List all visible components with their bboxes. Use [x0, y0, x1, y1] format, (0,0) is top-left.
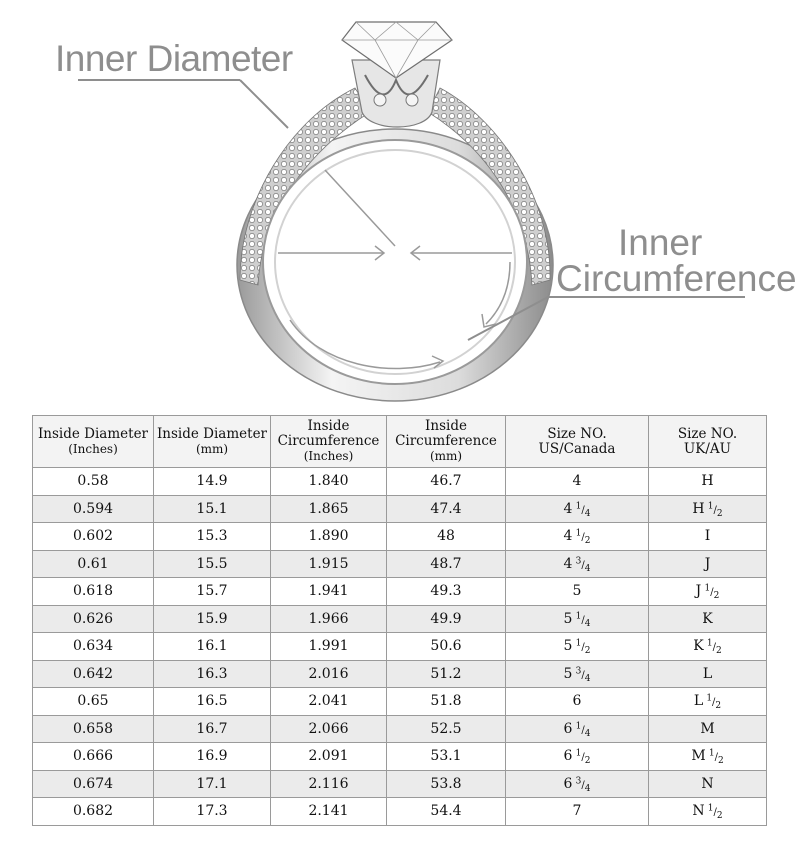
cell-diameter-inches: 0.58: [33, 468, 154, 496]
cell-size-us-canada: 4 $^3/_4$: [506, 550, 649, 578]
inner-circumference-label-line1: Inner: [618, 222, 703, 263]
uk-size-fraction: $^1/_2$: [707, 501, 723, 519]
cell-diameter-mm: 17.1: [154, 770, 271, 798]
table-body: [33, 468, 767, 826]
uk-size-fraction: $^1/_2$: [704, 583, 720, 602]
cell-diameter-mm: 15.7: [154, 578, 271, 606]
cell-size-uk-au: K $^1/_2$: [649, 633, 767, 661]
ring-inner-hole: [263, 140, 527, 384]
cell-diameter-inches: 0.634: [33, 633, 154, 661]
cell-size-us-canada: 6 $^1/_4$: [506, 715, 649, 743]
cell-size-uk-au: I: [649, 523, 767, 551]
cell-size-uk-au: H: [649, 468, 767, 496]
cell-diameter-inches: 0.658: [33, 715, 154, 743]
cell-circumference-mm: 53.1: [387, 743, 506, 771]
cell-size-uk-au: J $^1/_2$: [649, 578, 767, 606]
ring-size-table: [32, 415, 767, 826]
cell-diameter-inches: 0.626: [33, 605, 154, 633]
cell-size-uk-au: H $^1/_2$: [649, 495, 767, 523]
us-size-fraction: $^1/_4$: [575, 721, 591, 739]
header-size-uk-au: Size NO. UK/AU: [649, 416, 767, 468]
cell-diameter-mm: 15.3: [154, 523, 271, 551]
header-inside-diameter-mm: Inside Diameter (mm): [154, 416, 271, 468]
cell-circumference-inches: 1.941: [271, 578, 387, 606]
cell-size-uk-au: N: [649, 770, 767, 798]
header-inside-diameter-inches: Inside Diameter (Inches): [33, 416, 154, 468]
uk-size-fraction: $^1/_2$: [706, 638, 722, 657]
cell-circumference-inches: 1.966: [271, 605, 387, 633]
inner-circumference-label-line2: Circumference: [556, 258, 797, 299]
cell-circumference-mm: 51.2: [387, 660, 506, 688]
cell-size-us-canada: 4 $^1/_4$: [506, 495, 649, 523]
cell-size-us-canada: 5 $^3/_4$: [506, 660, 649, 688]
cell-circumference-inches: 1.915: [271, 550, 387, 578]
cell-circumference-inches: 1.865: [271, 495, 387, 523]
cell-circumference-mm: 49.3: [387, 578, 506, 606]
cell-circumference-mm: 47.4: [387, 495, 506, 523]
us-size-fraction: $^3/_4$: [575, 666, 591, 684]
cell-circumference-mm: 50.6: [387, 633, 506, 661]
cell-circumference-mm: 53.8: [387, 770, 506, 798]
table-row: [33, 523, 767, 551]
header-inside-circumference-mm: Inside Circumference (mm): [387, 416, 506, 468]
cell-size-uk-au: K: [649, 605, 767, 633]
cell-diameter-inches: 0.594: [33, 495, 154, 523]
cell-size-uk-au: L: [649, 660, 767, 688]
cell-diameter-inches: 0.666: [33, 743, 154, 771]
cell-diameter-mm: 16.1: [154, 633, 271, 661]
us-size-fraction: $^1/_2$: [575, 638, 591, 657]
cell-circumference-inches: 2.066: [271, 715, 387, 743]
table-row: [33, 633, 767, 661]
uk-size-fraction: $^1/_2$: [707, 803, 723, 822]
cell-circumference-mm: 51.8: [387, 688, 506, 716]
table-row: [33, 743, 767, 771]
cell-size-uk-au: M $^1/_2$: [649, 743, 767, 771]
cell-size-uk-au: J: [649, 550, 767, 578]
header-size-us-canada: Size NO. US/Canada: [506, 416, 649, 468]
cell-size-uk-au: L $^1/_2$: [649, 688, 767, 716]
cell-diameter-mm: 16.5: [154, 688, 271, 716]
cell-circumference-inches: 1.991: [271, 633, 387, 661]
cell-diameter-mm: 15.1: [154, 495, 271, 523]
cell-circumference-mm: 46.7: [387, 468, 506, 496]
cell-circumference-mm: 48: [387, 523, 506, 551]
cell-circumference-inches: 2.016: [271, 660, 387, 688]
header-inside-circumference-inches: Inside Circumference (Inches): [271, 416, 387, 468]
table-row: [33, 660, 767, 688]
cell-circumference-mm: 49.9: [387, 605, 506, 633]
cell-diameter-inches: 0.61: [33, 550, 154, 578]
table-row: [33, 550, 767, 578]
cell-diameter-inches: 0.65: [33, 688, 154, 716]
cell-circumference-mm: 52.5: [387, 715, 506, 743]
cell-circumference-inches: 2.041: [271, 688, 387, 716]
cell-circumference-inches: 2.091: [271, 743, 387, 771]
cell-circumference-mm: 54.4: [387, 798, 506, 826]
us-size-fraction: $^3/_4$: [575, 776, 591, 794]
cell-diameter-mm: 17.3: [154, 798, 271, 826]
cell-size-uk-au: M: [649, 715, 767, 743]
table-row: [33, 605, 767, 633]
table-row: [33, 468, 767, 496]
us-size-fraction: $^1/_2$: [575, 748, 591, 767]
table-row: [33, 770, 767, 798]
cell-size-uk-au: N $^1/_2$: [649, 798, 767, 826]
table-row: [33, 798, 767, 826]
cell-circumference-inches: 1.840: [271, 468, 387, 496]
us-size-fraction: $^1/_4$: [575, 611, 591, 629]
cell-circumference-inches: 2.141: [271, 798, 387, 826]
cell-size-us-canada: 5 $^1/_2$: [506, 633, 649, 661]
cell-circumference-inches: 2.116: [271, 770, 387, 798]
table-row: [33, 578, 767, 606]
cell-size-us-canada: 6 $^1/_2$: [506, 743, 649, 771]
cell-diameter-mm: 16.9: [154, 743, 271, 771]
cell-circumference-mm: 48.7: [387, 550, 506, 578]
cell-size-us-canada: 6: [506, 688, 649, 716]
cell-size-us-canada: 5 $^1/_4$: [506, 605, 649, 633]
cell-diameter-mm: 15.5: [154, 550, 271, 578]
ring-illustration: [0, 0, 800, 410]
cell-size-us-canada: 6 $^3/_4$: [506, 770, 649, 798]
us-size-fraction: $^1/_4$: [575, 501, 591, 519]
us-size-fraction: $^3/_4$: [575, 556, 591, 574]
cell-diameter-inches: 0.618: [33, 578, 154, 606]
table-row: [33, 688, 767, 716]
table-header-row: [33, 416, 767, 468]
cell-size-us-canada: 4 $^1/_2$: [506, 523, 649, 551]
uk-size-fraction: $^1/_2$: [706, 693, 722, 712]
cell-circumference-inches: 1.890: [271, 523, 387, 551]
cell-diameter-mm: 16.3: [154, 660, 271, 688]
cell-diameter-mm: 16.7: [154, 715, 271, 743]
cell-diameter-inches: 0.674: [33, 770, 154, 798]
table-row: [33, 715, 767, 743]
table-row: [33, 495, 767, 523]
cell-diameter-mm: 14.9: [154, 468, 271, 496]
cell-size-us-canada: 5: [506, 578, 649, 606]
cell-diameter-inches: 0.682: [33, 798, 154, 826]
uk-size-fraction: $^1/_2$: [708, 748, 724, 767]
inner-diameter-label: Inner Diameter: [55, 38, 293, 79]
cell-size-us-canada: 7: [506, 798, 649, 826]
cell-diameter-inches: 0.642: [33, 660, 154, 688]
cell-size-us-canada: 4: [506, 468, 649, 496]
cell-diameter-mm: 15.9: [154, 605, 271, 633]
cell-diameter-inches: 0.602: [33, 523, 154, 551]
us-size-fraction: $^1/_2$: [575, 528, 591, 547]
